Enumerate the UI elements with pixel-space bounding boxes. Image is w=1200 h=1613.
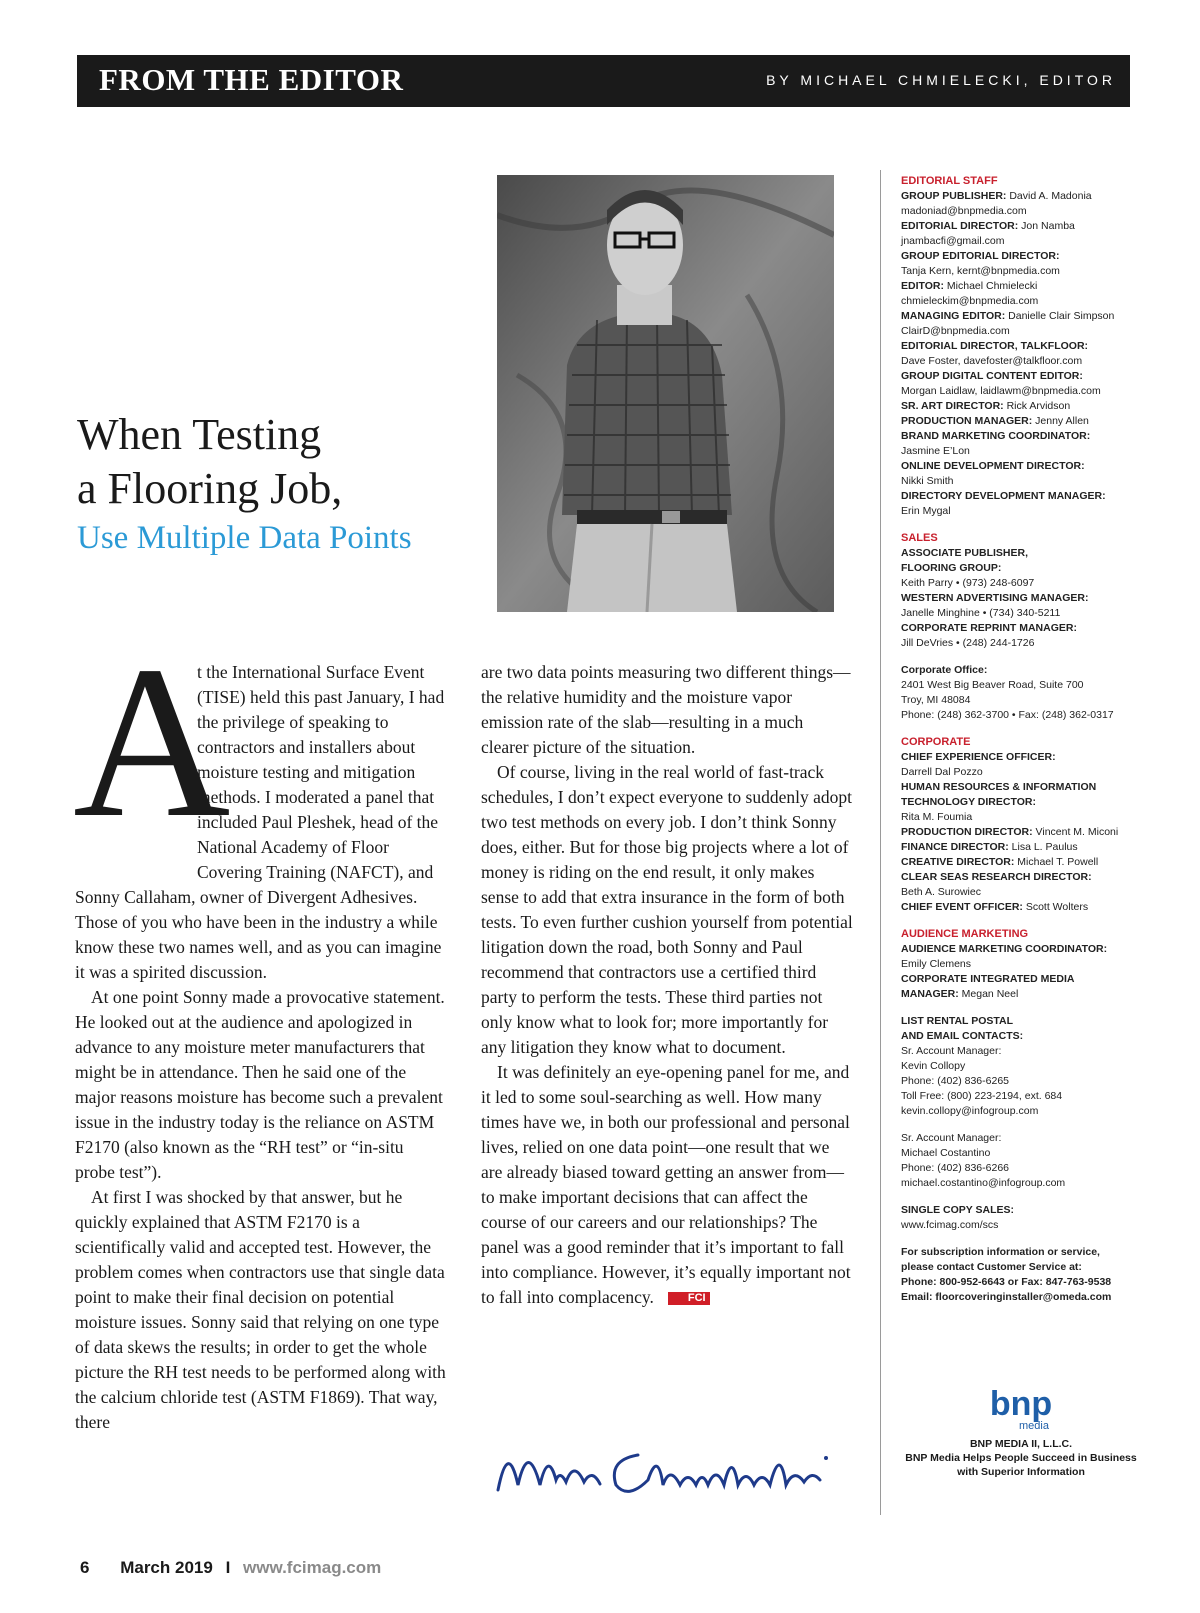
masthead-value[interactable]: jnambacfi@gmail.com — [901, 235, 1005, 247]
masthead-line — [901, 1104, 1141, 1119]
masthead-line — [901, 279, 1141, 294]
masthead-line — [901, 750, 1141, 765]
masthead-line — [901, 885, 1141, 900]
footer-separator: I — [225, 1558, 231, 1577]
masthead-line — [901, 1029, 1141, 1044]
paragraph: are two data points measuring two different things—the relative humidity and the moisture vapor emission rate of the slab—resulting in a much clearer picture of the situation. — [481, 662, 851, 757]
masthead-label: SR. ART DIRECTOR: — [901, 400, 1004, 412]
masthead-line — [901, 795, 1141, 810]
masthead-label: AUDIENCE MARKETING COORDINATOR: — [901, 943, 1108, 955]
headline-subline: Use Multiple Data Points — [77, 520, 412, 556]
masthead-line — [901, 354, 1141, 369]
masthead-line — [901, 1146, 1141, 1161]
section-title: FROM THE EDITOR — [99, 62, 404, 97]
masthead-section-heading: EDITORIAL STAFF — [901, 175, 998, 187]
masthead-value: Phone: (402) 836-6266 — [901, 1162, 1009, 1174]
paragraph: At one point Sonny made a provocative statement. He looked out at the audience and apologized in advance to any moisture meter manufacturers that might be in attendance. Then he said one of the major reasons moisture has become such a prevalent issue in the industry today is the reliance on ASTM F2170 (also known as the “RH test” or “in-situ probe test”). — [75, 987, 445, 1182]
masthead-value: Phone: (248) 362-3700 • Fax: (248) 362-0317 — [901, 709, 1114, 721]
publisher-tagline: BNP Media Helps People Succeed in Business with Superior Information — [905, 1452, 1137, 1478]
masthead-value: Beth A. Surowiec — [901, 886, 981, 898]
masthead-line — [901, 1203, 1141, 1218]
publisher-name: BNP MEDIA II, L.L.C. — [969, 1438, 1073, 1450]
masthead-value: Rita M. Foumia — [901, 811, 973, 823]
masthead-label: GROUP DIGITAL CONTENT EDITOR: — [901, 370, 1083, 382]
masthead-label: GROUP PUBLISHER: — [901, 190, 1007, 202]
masthead-line — [901, 1290, 1141, 1305]
masthead-label: CREATIVE DIRECTOR: — [901, 856, 1015, 868]
masthead-line — [901, 678, 1141, 693]
masthead-line — [901, 384, 1141, 399]
masthead-label: EDITORIAL DIRECTOR, TALKFLOOR: — [901, 340, 1089, 352]
masthead-line — [901, 972, 1141, 987]
masthead-label: For subscription information or service, — [901, 1246, 1100, 1258]
paragraph-text: It was definitely an eye-opening panel for me, and it led to some soul-searching as well. How many times have we, in both our professional and personal lives, relied on one data point—one result that we are already biased toward getting an answer from—to make important decisions that can affect the course of our careers and our relationships? The panel was a good reminder that it’s important to fall into compliance. However, it’s equally important not to fall into complacency. — [481, 1062, 851, 1307]
masthead-line — [901, 429, 1141, 444]
masthead-line — [901, 264, 1141, 279]
masthead-value: Erin Mygal — [901, 505, 951, 517]
masthead-section-heading: SALES — [901, 532, 938, 544]
masthead-value: Janelle Minghine • (734) 340-5211 — [901, 607, 1061, 619]
masthead-line — [901, 294, 1141, 309]
masthead-value: Troy, MI 48084 — [901, 694, 971, 706]
masthead-value: Sr. Account Manager: — [901, 1132, 1002, 1144]
masthead-label: BRAND MARKETING COORDINATOR: — [901, 430, 1091, 442]
masthead-line — [901, 942, 1141, 957]
masthead-line — [901, 636, 1141, 651]
masthead-label: Email: floorcoveringinstaller@omeda.com — [901, 1291, 1112, 1303]
masthead-value: Rick Arvidson — [1003, 400, 1071, 412]
masthead-value: Jon Namba — [1018, 220, 1075, 232]
masthead-line — [901, 504, 1141, 519]
masthead-line — [901, 189, 1141, 204]
masthead-label: FLOORING GROUP: — [901, 562, 1002, 574]
masthead-label: CLEAR SEAS RESEARCH DIRECTOR: — [901, 871, 1092, 883]
masthead-section-heading: CORPORATE — [901, 736, 971, 748]
masthead-label: SINGLE COPY SALES: — [901, 1204, 1014, 1216]
masthead-line — [901, 1014, 1141, 1029]
masthead-section-heading: AUDIENCE MARKETING — [901, 928, 1029, 940]
masthead-value: Michael Chmielecki — [943, 280, 1038, 292]
headline-line-2: a Flooring Job, — [77, 464, 343, 513]
masthead-line — [901, 1089, 1141, 1104]
masthead-value: Emily Clemens — [901, 958, 972, 970]
article-column-1 — [73, 622, 447, 1435]
publisher-block — [901, 1385, 1141, 1479]
masthead-line — [901, 1161, 1141, 1176]
page-number: 6 — [80, 1558, 90, 1577]
masthead-label: MANAGER: — [901, 988, 959, 1000]
masthead-value: Michael Costantino — [901, 1147, 991, 1159]
masthead-value: 2401 West Big Beaver Road, Suite 700 — [901, 679, 1084, 691]
masthead-line — [901, 708, 1141, 723]
bnp-media-logo — [976, 1385, 1066, 1433]
masthead-line — [901, 324, 1141, 339]
page-footer — [80, 1558, 381, 1578]
masthead-value: Kevin Collopy — [901, 1060, 966, 1072]
masthead-label: CORPORATE INTEGRATED MEDIA — [901, 973, 1075, 985]
masthead-value: Toll Free: (800) 223-2194, ext. 684 — [901, 1090, 1063, 1102]
paragraph: At first I was shocked by that answer, but he quickly explained that ASTM F2170 is a scientifically valid and accepted test. However, the problem comes when contractors use that single data point to make their final decision on potential moisture issues. Sonny said that relying on one type of data skews the results; in order to get the whole picture the RH test needs to be performed along with the calcium chloride test (ASTM F1869). That way, there — [75, 1187, 446, 1432]
masthead-label: Phone: 800-952-6643 or Fax: 847-763-9538 — [901, 1276, 1112, 1288]
masthead-line — [901, 900, 1141, 915]
masthead-line — [901, 204, 1141, 219]
paragraph: t the International Surface Event (TISE) held this past January, I had the privilege of speaking to contractors and installers about moisture testing and mitigation methods. I moderated a panel that included Paul Pleshek, head of the National Academy of Floor Covering Training (NAFCT), and Sonny Callaham, owner of Divergent Adhesives. Those of you who have been in the industry a while know these two names well, and as you can imagine it was a spirited discussion. — [75, 662, 445, 982]
headline-line-1: When Testing — [77, 410, 322, 459]
masthead-label: TECHNOLOGY DIRECTOR: — [901, 796, 1036, 808]
masthead-line — [901, 459, 1141, 474]
masthead-label: PRODUCTION DIRECTOR: — [901, 826, 1033, 838]
article-column-2 — [481, 660, 853, 1310]
logo-word: bnp — [989, 1385, 1053, 1423]
masthead-line — [901, 234, 1141, 249]
masthead-line — [901, 444, 1141, 459]
masthead-line — [901, 855, 1141, 870]
masthead-label: please contact Customer Service at: — [901, 1261, 1082, 1273]
masthead-label: EDITOR: — [901, 280, 944, 292]
masthead-line — [901, 249, 1141, 264]
masthead-label: CHIEF EXPERIENCE OFFICER: — [901, 751, 1056, 763]
masthead-line — [901, 810, 1141, 825]
masthead-line — [901, 546, 1141, 561]
masthead-value: Nikki Smith — [901, 475, 954, 487]
masthead-value: Scott Wolters — [1022, 901, 1089, 913]
masthead-line — [901, 1074, 1141, 1089]
masthead-label: PRODUCTION MANAGER: — [901, 415, 1033, 427]
masthead-value: Jill DeVries • (248) 244-1726 — [901, 637, 1035, 649]
masthead-line — [901, 693, 1141, 708]
masthead-label: WESTERN ADVERTISING MANAGER: — [901, 592, 1089, 604]
masthead-value: Sr. Account Manager: — [901, 1045, 1002, 1057]
masthead — [901, 174, 1141, 1305]
masthead-line — [901, 606, 1141, 621]
masthead-line — [901, 1275, 1141, 1290]
masthead-line — [901, 1245, 1141, 1260]
masthead-value[interactable]: www.fcimag.com/scs — [901, 1219, 999, 1231]
masthead-label: Corporate Office: — [901, 664, 988, 676]
masthead-line — [901, 1131, 1141, 1146]
masthead-line — [901, 957, 1141, 972]
masthead-line — [901, 474, 1141, 489]
column-divider — [880, 170, 881, 1515]
masthead-line — [901, 369, 1141, 384]
masthead-line — [901, 219, 1141, 234]
masthead-line — [901, 1218, 1141, 1233]
masthead-line — [901, 1044, 1141, 1059]
masthead-value: Danielle Clair Simpson — [1005, 310, 1115, 322]
masthead-value[interactable]: Tanja Kern, kernt@bnpmedia.com — [901, 265, 1060, 277]
masthead-value: Michael T. Powell — [1014, 856, 1099, 868]
masthead-line — [901, 663, 1141, 678]
masthead-label: LIST RENTAL POSTAL — [901, 1015, 1013, 1027]
end-mark-logo: FCI — [668, 1292, 710, 1305]
masthead-label: MANAGING EDITOR: — [901, 310, 1006, 322]
masthead-label: ASSOCIATE PUBLISHER, — [901, 547, 1028, 559]
masthead-line — [901, 339, 1141, 354]
masthead-label: CORPORATE REPRINT MANAGER: — [901, 622, 1077, 634]
masthead-label: CHIEF EVENT OFFICER: — [901, 901, 1023, 913]
masthead-line — [901, 780, 1141, 795]
masthead-line — [901, 1260, 1141, 1275]
masthead-label: GROUP EDITORIAL DIRECTOR: — [901, 250, 1060, 262]
masthead-value: David A. Madonia — [1006, 190, 1092, 202]
masthead-line — [901, 840, 1141, 855]
masthead-value: Jasmine E’Lon — [901, 445, 970, 457]
masthead-value[interactable]: Morgan Laidlaw, laidlawm@bnpmedia.com — [901, 385, 1101, 397]
masthead-value: Lisa L. Paulus — [1008, 841, 1078, 853]
masthead-value: Keith Parry • (973) 248-6097 — [901, 577, 1035, 589]
masthead-line — [901, 576, 1141, 591]
masthead-value[interactable]: kevin.collopy@infogroup.com — [901, 1105, 1039, 1117]
section-banner — [77, 55, 1130, 107]
masthead-line — [901, 1176, 1141, 1191]
issue-date: March 2019 — [120, 1558, 213, 1577]
masthead-label: HUMAN RESOURCES & INFORMATION — [901, 781, 1097, 793]
masthead-value: Phone: (402) 836-6265 — [901, 1075, 1009, 1087]
masthead-value: Megan Neel — [958, 988, 1019, 1000]
drop-cap: A — [73, 622, 231, 863]
site-url[interactable]: www.fcimag.com — [243, 1558, 382, 1577]
paragraph: Of course, living in the real world of fast-track schedules, I don’t expect everyone to suddenly adopt two test methods on every job. I don’t think Sonny does, either. But for those big projects where a lot of money is riding on the end result, it only makes sense to add that extra insurance in the form of both tests. To even further cushion yourself from potential litigation down the road, both Sonny and Paul recommend that contractors use a certified third party to perform the tests. These third parties not only know what to look for; more importantly for any litigation they know what to document. — [481, 762, 853, 1057]
masthead-label: FINANCE DIRECTOR: — [901, 841, 1009, 853]
article-headline — [77, 408, 487, 558]
masthead-value[interactable]: chmieleckim@bnpmedia.com — [901, 295, 1039, 307]
masthead-line — [901, 591, 1141, 606]
logo-sub: media — [1019, 1420, 1049, 1432]
masthead-value: Darrell Dal Pozzo — [901, 766, 983, 778]
masthead-line — [901, 414, 1141, 429]
masthead-line — [901, 1059, 1141, 1074]
masthead-line — [901, 870, 1141, 885]
masthead-line — [901, 621, 1141, 636]
masthead-value[interactable]: ClairD@bnpmedia.com — [901, 325, 1010, 337]
masthead-line — [901, 561, 1141, 576]
masthead-label: AND EMAIL CONTACTS: — [901, 1030, 1024, 1042]
masthead-line — [901, 987, 1141, 1002]
paragraph — [481, 1060, 853, 1310]
masthead-label: EDITORIAL DIRECTOR: — [901, 220, 1019, 232]
masthead-line — [901, 825, 1141, 840]
masthead-value[interactable]: madoniad@bnpmedia.com — [901, 205, 1027, 217]
masthead-line — [901, 765, 1141, 780]
masthead-value[interactable]: Dave Foster, davefoster@talkfloor.com — [901, 355, 1083, 367]
byline: BY MICHAEL CHMIELECKI, EDITOR — [766, 72, 1116, 88]
masthead-label: DIRECTORY DEVELOPMENT MANAGER: — [901, 490, 1106, 502]
masthead-line — [901, 309, 1141, 324]
masthead-value[interactable]: michael.costantino@infogroup.com — [901, 1177, 1066, 1189]
masthead-label: ONLINE DEVELOPMENT DIRECTOR: — [901, 460, 1085, 472]
masthead-value: Jenny Allen — [1032, 415, 1089, 427]
masthead-line — [901, 489, 1141, 504]
masthead-line — [901, 399, 1141, 414]
editor-signature — [488, 1430, 858, 1510]
editor-photo — [497, 175, 834, 612]
masthead-value: Vincent M. Miconi — [1032, 826, 1119, 838]
